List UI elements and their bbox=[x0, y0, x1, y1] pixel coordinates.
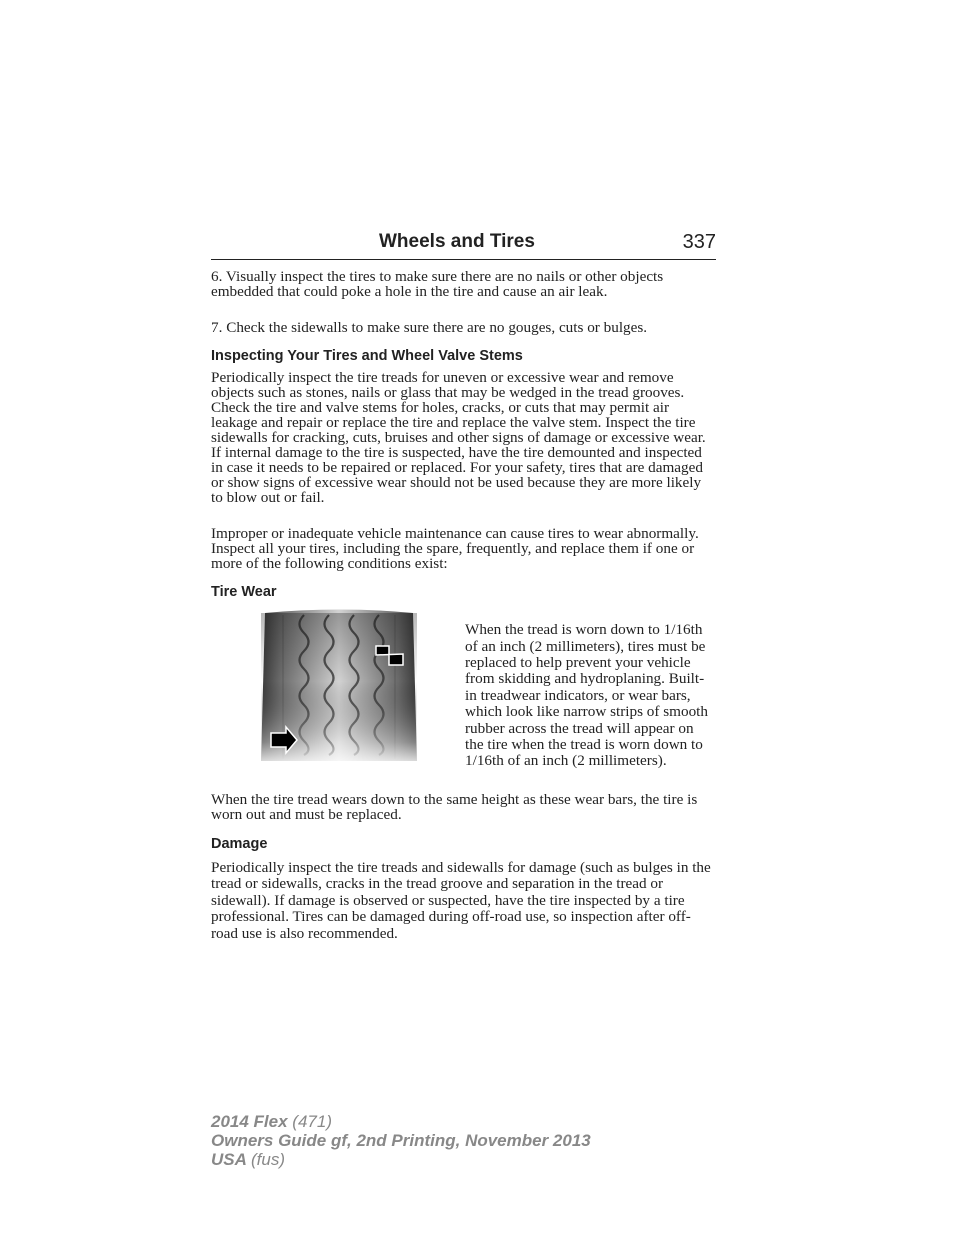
page-footer bbox=[211, 1112, 591, 1169]
damage-paragraph: Periodically inspect the tire treads and sidewalls for damage (such as bulges in the tread or sidewalls, cracks in the tread groove and separation in the tread or sidewall). If damage is observed or suspected, have the tire inspected by a tire professional. Tires can be damaged during off-road use, so inspection after off-road use is also recommended. bbox=[211, 859, 711, 942]
footer-market: USA bbox=[211, 1150, 247, 1169]
damage-heading: Damage bbox=[211, 836, 268, 852]
inspecting-paragraph-2: Improper or inadequate vehicle maintenance can cause tires to wear abnormally. Inspect all your tires, including the spare, frequently, and replace them if one or more of the following conditions exist: bbox=[211, 525, 699, 572]
tire-wear-side-text: When the tread is worn down to 1/16th of an inch (2 millimeters), tires must be replaced to help prevent your vehicle from skidding and hydroplaning. Built-in treadwear indicators, or wear bars, which look like narrow strips of smooth rubber across the tread will appear on the tire when the tread is worn down to 1/16th of an inch (2 millimeters). bbox=[465, 621, 708, 770]
step-6-text: 6. Visually inspect the tires to make sure there are no nails or other objects embedded that could poke a hole in the tire and cause an air leak. bbox=[211, 268, 664, 300]
footer-model: 2014 Flex bbox=[211, 1112, 288, 1131]
step-7-text: 7. Check the sidewalls to make sure there are no gouges, cuts or bulges. bbox=[211, 319, 648, 336]
page-header bbox=[211, 229, 716, 260]
inspecting-paragraph-1: Periodically inspect the tire treads for uneven or excessive wear and remove objects such as stones, nails or glass that may be wedged in the tread grooves. Check the tire and valve stems for holes, cracks, or cuts that may permit air leakage and repair or replace the tire and replace the valve stem. Inspect the tire sidewalls for cracking, cuts, bruises and other signs of damage or excessive wear. If internal damage to the tire is suspected, have the tire demounted and inspected in case it needs to be repaired or replaced. For your safety, tires that are damaged or show signs of excessive wear should not be used because they are more likely to blow out or fail. bbox=[211, 369, 706, 506]
footer-market-code: (fus) bbox=[251, 1150, 285, 1169]
footer-line-1 bbox=[211, 1112, 591, 1131]
tire-wear-heading: Tire Wear bbox=[211, 584, 277, 600]
page-number: 337 bbox=[682, 231, 716, 253]
section-title: Wheels and Tires bbox=[379, 231, 535, 252]
footer-line-2: Owners Guide gf, 2nd Printing, November 2013 bbox=[211, 1131, 591, 1150]
tire-tread-wear-bar-illustration bbox=[257, 609, 421, 765]
tire-wear-after-text: When the tire tread wears down to the same height as these wear bars, the tire is worn out and must be replaced. bbox=[211, 791, 698, 823]
footer-line-3 bbox=[211, 1150, 591, 1169]
footer-model-code: (471) bbox=[292, 1112, 332, 1131]
inspecting-heading: Inspecting Your Tires and Wheel Valve Stems bbox=[211, 348, 523, 364]
